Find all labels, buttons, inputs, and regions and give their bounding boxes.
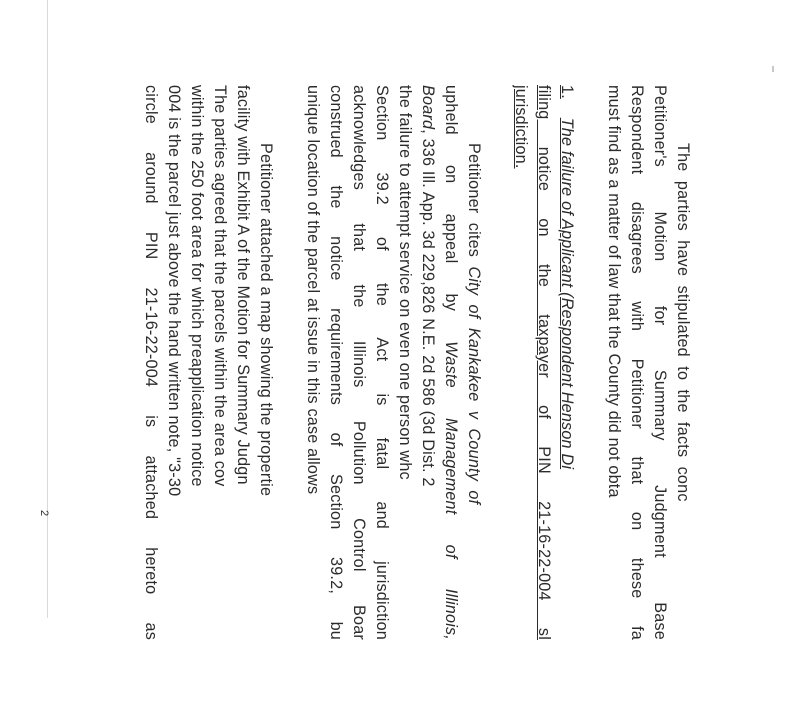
text-line [188,85,206,640]
text-run: construed the notice requirements of Section 39.2, bu [327,85,345,640]
text-line [350,85,368,640]
text-line [211,85,229,640]
text-line [465,143,483,640]
text-run: upheld on appeal by [442,85,460,342]
text-run: 1. [558,85,576,99]
text-run: Petitioner cites [465,143,483,267]
text-run: Petitioner attached a map showing the propertie [257,143,275,497]
text-run: acknowledges that the Illinois Pollution Control Boar [350,85,368,640]
scan-mark [772,66,774,72]
text-run: unique location of the parcel at issue in this case allows [304,85,322,495]
text-line [234,85,252,640]
text-run: Respondent disagrees with Petitioner that on these fa [628,85,646,640]
text-run: 004 is the parcel just above the hand written note, "3-30 [165,85,183,497]
text-line [442,85,460,640]
text-line [327,85,345,640]
text-run: within the 250 foot area for which preapplication notice [188,85,206,487]
text-line [628,85,646,640]
text-run: The parties agreed that the parcels within the area cov [211,85,229,487]
text-line [605,85,623,640]
text-run: The parties have stipulated to the facts conc [674,143,692,502]
text-run: filing notice on the taxpayer of PIN 21-16-22-004 sl [535,85,553,640]
text-run: must find as a matter of law that the County did not obta [605,85,623,498]
text-line [396,85,414,640]
text-run: The failure of Applicant (Respondent Henson Di [558,117,576,470]
text-line [257,143,275,640]
document-page [80,0,720,720]
text-run: , 336 Ill. App. 3d 229,826 N.E. 2d 586 (3d Dist. 2 [419,129,437,487]
text-line [558,85,576,640]
text-line [142,85,160,640]
text-run: Petitioner's Motion for Summary Judgment Base [651,85,669,640]
text-line [512,85,530,640]
text-run: City of Kankakee v County of [465,266,483,505]
text-line [373,85,391,640]
text-run [558,99,576,118]
text-run: the failure to attempt service on even one person whc [396,85,414,480]
text-line [535,85,553,640]
text-run: Waste Management of Illinois, [442,341,460,640]
text-run: jurisdiction. [512,85,530,169]
text-run: facility with Exhibit A of the Motion for Summary Judgn [234,85,252,485]
text-line [651,85,669,640]
text-line [674,143,692,640]
page-edge-line [47,0,48,618]
text-run: Board [419,85,437,130]
text-line [165,85,183,640]
page-number: 2 [38,510,50,517]
text-run: circle around PIN 21-16-22-004 is attached hereto as [142,85,160,640]
text-run: Section 39.2 of the Act is fatal and jurisdiction [373,85,391,640]
text-line [419,85,437,640]
text-line [304,85,322,640]
